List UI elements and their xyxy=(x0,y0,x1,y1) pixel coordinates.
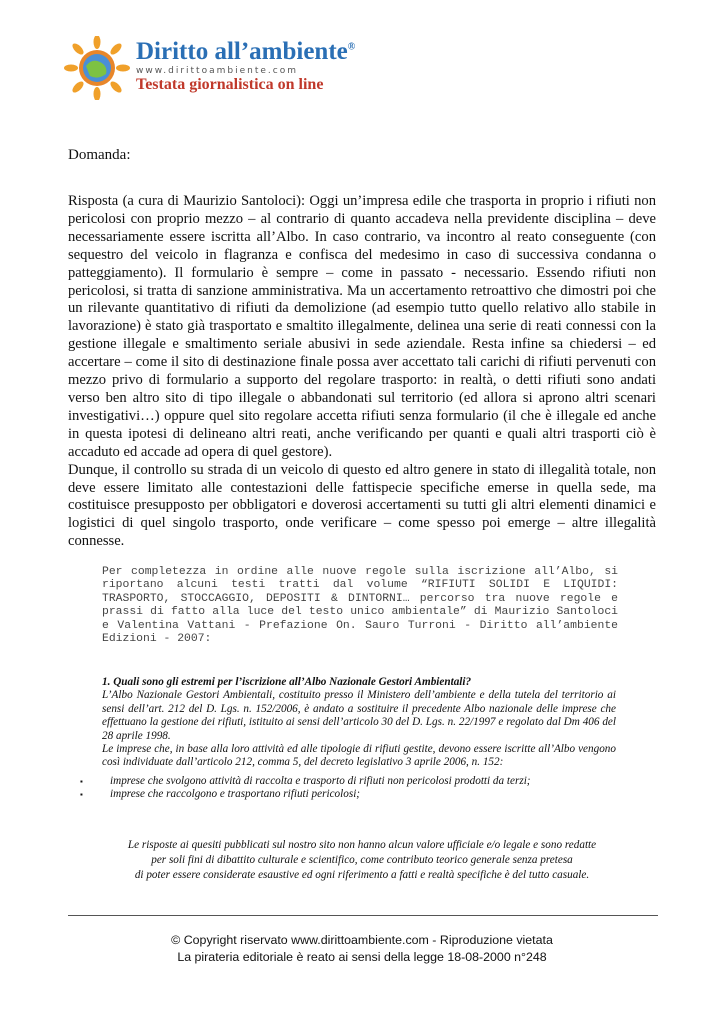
question-label: Domanda: xyxy=(68,147,131,163)
logo-title: Diritto all’ambiente® xyxy=(136,38,356,65)
list-item xyxy=(80,788,620,801)
footer-divider xyxy=(68,915,658,916)
footer xyxy=(68,932,656,965)
faq-section xyxy=(102,676,616,770)
logo-tagline: Testata giornalistica on line xyxy=(136,76,324,93)
book-note: Per completezza in ordine alle nuove regole sulla iscrizione all’Albo, si riportano alcuni testi tratti dal volume “RIFIUTI SOLIDI E LIQUIDI: TRASPORTO, STOCCAGGIO, DEPOSITI & DINTORNI… percorso tra nuove regole e prassi di fatto alla luce del testo unico ambientale” di Maurizio Santoloci e Valentina Vattani - Prefazione On. Sauro Turroni - Diritto all’ambiente Edizioni - 2007: xyxy=(102,566,618,646)
bullet-icon: ▪ xyxy=(80,777,83,786)
sun-icon xyxy=(64,36,130,100)
list-item-text: imprese che raccolgono e trasportano rifiuti pericolosi; xyxy=(110,788,361,801)
publication-logo xyxy=(64,36,356,100)
answer-paragraph: Risposta (a cura di Maurizio Santoloci): Oggi un’impresa edile che trasporta in proprio i rifiuti non pericolosi con proprio mezzo – al contrario di quanto accadeva nella previdente disciplina – deve necessariamente essere iscritta all’Albo. In caso contrario, va incontro al reato conseguente (con sequestro del veicolo in flagranza e confisca del medesimo in caso di successiva condanna o patteggiamento). Il formulario è sempre – come in passato - necessario. Essendo rifiuti non pericolosi, si tratta di sanzione amministrativa. Ma un accertamento retroattivo che dimostri poi che un rilevante quantitativo di rifiuti da demolizione (ad esempio tutto quello relativo allo stabile in lavorazione) è stato già trasportato e smaltito illegalmente, delinea una serie di reati connessi con la gestione illegale e smaltimento seriale abusivi in sede aziendale. Resta infine sa chiedersi – ed accertare – come il sito di destinazione finale possa aver accettato tali carichi di rifiuti pervenuti con mezzo privo di formulario a supporto del regolare trasporto: in realtà, o detti rifiuti sono andati verso ben altro sito di tipo illegale o abbandonati sul territorio (ed allora si aprono altri scenari investigativi…) oppure quel sito regolare accetta rifiuti senza formulario (il che è illegale ed anche in questa ipotesi di delineano altri reati, anche verificando per quanti e quali altri trasporti ciò è accaduto ed accade ad opera di quel gestore). xyxy=(68,193,656,460)
faq-answer-paragraph: Le imprese che, in base alla loro attività ed alle tipologie di rifiuti gestite, devono essere iscritte all’Albo vengono così individuate dall’articolo 212, comma 5, del decreto legislativo 3 aprile 2006, n. 152: xyxy=(102,743,616,769)
faq-question: 1. Quali sono gli estremi per l’iscrizione all’Albo Nazionale Gestori Ambientali? xyxy=(102,676,472,688)
bullet-icon: ▪ xyxy=(80,790,83,800)
disclaimer xyxy=(68,838,656,882)
answer-paragraph: Dunque, il controllo su strada di un veicolo di questo ed altro genere in stato di illegalità totale, non deve essere limitato alle contestazioni delle fattispecie specifiche emerse in quella sede, ma costituisce presupposto per obbligatori e doverosi accertamenti su tutti gli altri elementi dinamici e logistici di quel singolo trasporto, onde verificare – come spesso poi emerge – altre illegalità connesse. xyxy=(68,461,656,550)
faq-answer-paragraph: L’Albo Nazionale Gestori Ambientali, costituito presso il Ministero dell’ambiente e della tutela del territorio ai sensi dell’art. 212 del D. Lgs. n. 152/2006, è andato a sostituire il precedente Albo nazionale delle imprese che effettuano la gestione dei rifiuti, istituito ai sensi dell’articolo 30 del D. Lgs. n. 22/1997 e regolato dal Dm 406 del 28 aprile 1998. xyxy=(102,689,616,742)
disclaimer-line: per soli fini di dibattito culturale e scientifico, come contributo teorico generale senza pretesa xyxy=(151,853,573,866)
disclaimer-line: di poter essere considerate esaustive ed ogni riferimento a fatti e realtà specifiche è del tutto casuale. xyxy=(134,868,590,881)
list-item xyxy=(80,775,620,788)
list-item-text: imprese che svolgono attività di raccolta e trasporto di rifiuti non pericolosi prodotti da terzi; xyxy=(110,775,531,787)
piracy-notice: La pirateria editoriale è reato ai sensi della legge 18-08-2000 n°248 xyxy=(177,949,547,964)
faq-bullet-list xyxy=(80,775,620,802)
copyright-notice: © Copyright riservato www.dirittoambiente.com - Riproduzione vietata xyxy=(171,933,553,947)
answer-body xyxy=(68,193,656,551)
logo-url: www.dirittoambiente.com xyxy=(136,66,298,76)
disclaimer-line: Le risposte ai quesiti pubblicati sul nostro sito non hanno alcun valore ufficiale e/o legale e sono redatte xyxy=(127,839,597,851)
